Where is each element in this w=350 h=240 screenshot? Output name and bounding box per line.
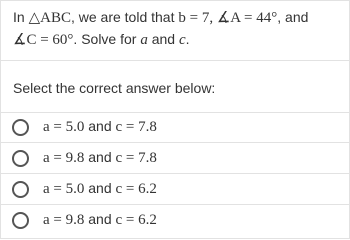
option-and: and <box>84 118 116 134</box>
question-and: and <box>147 31 179 47</box>
answer-option-label <box>43 180 157 198</box>
answer-option-2[interactable] <box>1 143 349 173</box>
question-end: . <box>185 31 190 47</box>
question-text <box>13 7 343 51</box>
triangle-label: △ABC <box>28 10 71 26</box>
section-divider <box>1 60 349 61</box>
radio-button[interactable] <box>12 212 29 229</box>
radio-button[interactable] <box>12 150 29 167</box>
given-angle-c: ∡C = 60° <box>13 32 74 48</box>
option-c-value: c = 6.2 <box>115 181 157 197</box>
variable-c: c <box>178 32 186 48</box>
question-mid2: , and <box>277 9 309 25</box>
option-and: and <box>84 149 116 165</box>
option-c-value: c = 6.2 <box>115 212 157 228</box>
question-mid1: , we are told that <box>70 9 179 25</box>
answer-option-4[interactable] <box>1 205 349 235</box>
given-b-and-angle-a: b = 7, ∡A = 44° <box>178 10 278 26</box>
answer-option-1[interactable] <box>1 112 349 142</box>
answer-option-label <box>43 211 157 229</box>
question-prefix: In <box>13 9 29 25</box>
answer-option-3[interactable] <box>1 174 349 204</box>
question-mid3: . Solve for <box>73 31 141 47</box>
radio-button[interactable] <box>12 119 29 136</box>
option-and: and <box>84 211 116 227</box>
option-c-value: c = 7.8 <box>115 119 157 135</box>
answer-option-label <box>43 118 157 136</box>
instruction-text: Select the correct answer below: <box>13 80 216 96</box>
radio-button[interactable] <box>12 181 29 198</box>
option-a-value: a = 9.8 <box>43 212 85 228</box>
option-a-value: a = 5.0 <box>43 181 85 197</box>
variable-a: a <box>140 32 148 48</box>
option-c-value: c = 7.8 <box>115 150 157 166</box>
option-a-value: a = 5.0 <box>43 119 85 135</box>
option-and: and <box>84 180 116 196</box>
answer-option-label <box>43 149 157 167</box>
option-a-value: a = 9.8 <box>43 150 85 166</box>
